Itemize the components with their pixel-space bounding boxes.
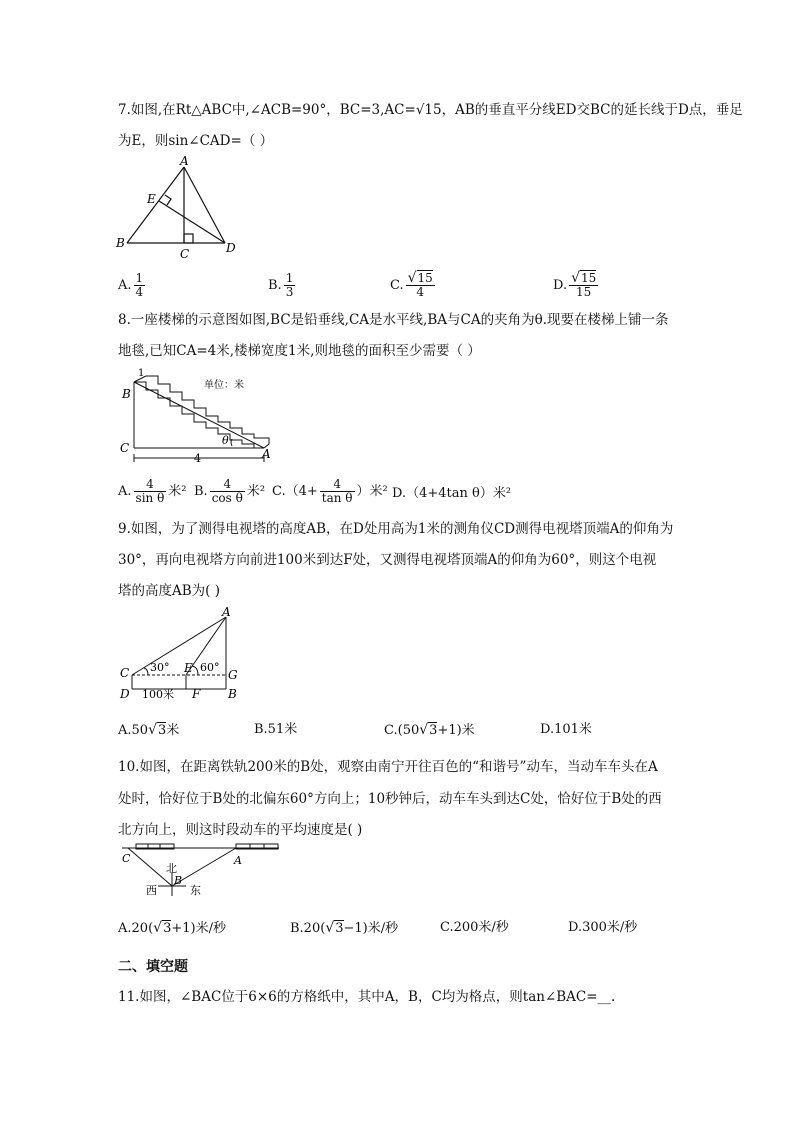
q8-option-c[interactable]: C.（4+ $\frac{4}{\text{tan θ}}$ ）米²: [272, 477, 388, 505]
q8-option-d[interactable]: D.（4+4tan θ）米²: [392, 486, 512, 501]
q9-label-a: A: [222, 605, 231, 619]
q8-staircase-figure: [114, 366, 284, 468]
section-fill-in-heading: 二、填空题: [118, 959, 188, 975]
q10-railway-figure: [114, 842, 284, 900]
q8-option-b[interactable]: B. $\frac{4}{\text{cos θ}}$ 米²: [194, 477, 266, 505]
q7-option-a[interactable]: A. $\frac{1}{4}$: [118, 271, 144, 299]
q8-unit-label: 单位：米: [204, 380, 244, 391]
q7-label-e: E: [147, 192, 156, 206]
q10-label-east: 东: [190, 884, 201, 897]
q9-label-b: B: [228, 687, 237, 701]
q10-label-north: 北: [166, 862, 177, 875]
q8-text-line2: 地毯,已知CA=4米,楼梯宽度1米,则地毯的面积至少需要（ ）: [118, 343, 481, 359]
q10-label-west: 西: [146, 884, 157, 897]
q9-label-60: 60°: [200, 661, 220, 674]
q9-tower-figure: [114, 605, 244, 703]
q7-label-d: D: [226, 241, 236, 255]
q7-text-line2: 为E，则sin∠CAD=（ ）: [118, 133, 274, 149]
q8-text-line1: 8.一座楼梯的示意图如图,BC是铅垂线,CA是水平线,BA与CA的夹角为θ.现要在楼梯上铺一条: [118, 312, 669, 328]
q9-label-d: D: [120, 687, 130, 701]
q10-text-line3: 北方向上，则这时段动车的平均速度是( ): [118, 822, 363, 838]
q10-option-c[interactable]: C.200米/秒: [440, 920, 509, 935]
q10-text-line2: 处时，恰好位于B处的北偏东60°方向上；10秒钟后，动车车头到达C处，恰好位于B处的西: [118, 791, 662, 807]
q9-label-30: 30°: [150, 661, 170, 674]
q8-label-c: C: [120, 441, 130, 455]
q8-label-b: B: [122, 387, 131, 401]
q9-option-d[interactable]: D.101米: [540, 722, 592, 737]
q8-label-a: A: [262, 447, 271, 461]
q7-option-d[interactable]: D. $\frac{√15}{15}$: [553, 270, 597, 299]
q10-label-c: C: [122, 852, 131, 865]
q7-label-b: B: [116, 236, 125, 250]
q10-option-b[interactable]: B.20(√3−1)米/秒: [290, 920, 399, 936]
q7-label-c: C: [180, 247, 190, 261]
q7-label-a: A: [180, 155, 189, 168]
q7-option-c[interactable]: C. $\frac{√15}{4}$: [390, 270, 433, 299]
q10-label-a: A: [234, 854, 242, 867]
q7-triangle-figure: [112, 155, 242, 265]
q8-option-a[interactable]: A. $\frac{4}{\text{sin θ}}$ 米²: [118, 477, 187, 505]
q10-label-b: B: [174, 874, 183, 887]
q9-text-line3: 塔的高度AB为( ): [118, 583, 220, 599]
q9-label-c: C: [120, 666, 130, 680]
q9-option-b[interactable]: B.51米: [254, 722, 298, 737]
q7-text-line1: 7.如图,在Rt△ABC中,∠ACB=90°，BC=3,AC=√15，AB的垂直平分线ED交BC的延长线于D点，垂足: [118, 102, 743, 118]
q9-text-line2: 30°，再向电视塔方向前进100米到达F处，又测得电视塔顶端A的仰角为60°，则这个电视: [118, 552, 657, 568]
q8-label-theta: θ: [222, 434, 229, 447]
q9-option-a[interactable]: A.50√3米: [118, 722, 180, 738]
q9-text-line1: 9.如图，为了测得电视塔的高度AB，在D处用高为1米的测角仪CD测得电视塔顶端A的仰角为: [118, 521, 674, 537]
q11-text-line1: 11.如图，∠BAC位于6×6的方格纸中，其中A，B，C均为格点，则tan∠BAC=__.: [118, 989, 616, 1005]
q8-label-4: 4: [194, 452, 201, 465]
q9-label-g: G: [228, 668, 238, 682]
q8-label-1: 1: [138, 368, 145, 379]
q9-option-c[interactable]: C.(50√3+1)米: [384, 722, 475, 738]
q9-label-100m: 100米: [142, 688, 174, 701]
q10-text-line1: 10.如图，在距离铁轨200米的B处，观察由南宁开往百色的“和谐号”动车，当动车车头在A: [118, 759, 658, 775]
q10-option-d[interactable]: D.300米/秒: [568, 920, 638, 935]
q9-label-e: E: [184, 661, 193, 675]
q10-option-a[interactable]: A.20(√3+1)米/秒: [118, 920, 226, 936]
q9-label-f: F: [192, 687, 201, 701]
q7-option-b[interactable]: B. $\frac{1}{3}$: [268, 271, 294, 299]
